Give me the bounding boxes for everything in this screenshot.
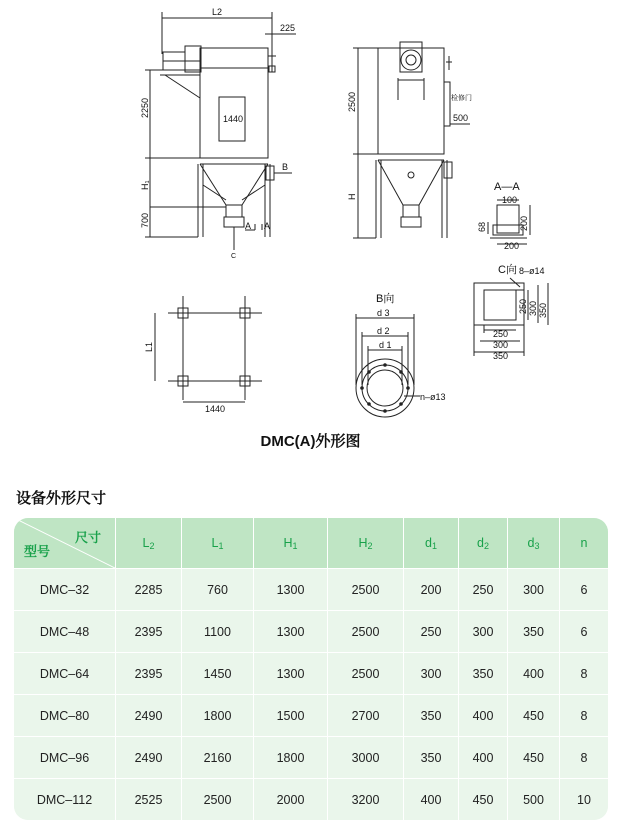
table-cell: 2395 [115,610,181,652]
col-header: $L_2$ [115,518,181,568]
table-cell: 300 [458,610,507,652]
b-d3: d 3 [377,308,390,318]
dimensions-table [14,518,608,820]
c-250h: 250 [493,329,509,339]
table-cell: 1100 [181,610,253,652]
corner-top-label: 尺寸 [74,530,101,545]
table-cell: 400 [507,652,559,694]
c-350h: 350 [493,351,509,361]
col-header: $d_2$ [458,518,507,568]
table-cell: 1800 [253,736,327,778]
c-300v: 300 [528,300,538,316]
table-cell: 500 [507,778,559,820]
c-250v: 250 [518,298,528,314]
model-cell: DMC–80 [14,694,115,736]
label-1440-door: 1440 [223,114,244,124]
table-row [14,778,608,820]
table-cell: 1300 [253,652,327,694]
aa-200b: 200 [504,241,520,251]
table-cell: 350 [403,736,458,778]
col-header: $L_1$ [181,518,253,568]
table-cell: 2700 [327,694,403,736]
label-a-right: A [264,221,271,231]
col-header: $H_2$ [327,518,403,568]
table-cell: 1500 [253,694,327,736]
table-cell: 2500 [181,778,253,820]
table-cell: 6 [559,610,608,652]
model-cell: DMC–32 [14,568,115,610]
table-cell: 250 [403,610,458,652]
table-cell: 350 [458,652,507,694]
label-a-left: A [245,221,252,231]
model-cell: DMC–96 [14,736,115,778]
table-cell: 300 [507,568,559,610]
plan-view [155,296,262,402]
table-row [14,694,608,736]
table-cell: 450 [507,694,559,736]
label-225: 225 [280,23,296,33]
label-2250: 2250 [140,97,150,118]
table-cell: 450 [507,736,559,778]
table-cell: 8 [559,736,608,778]
table-cell: 2000 [253,778,327,820]
b-d1: d 1 [379,340,392,350]
c-300h: 300 [493,340,509,350]
c-title: C向 [498,264,517,276]
table-cell: 2160 [181,736,253,778]
table-cell: 2500 [327,568,403,610]
label-700: 700 [140,212,150,228]
col-header: n [559,518,608,568]
b-d2: d 2 [377,326,390,336]
table-cell: 2285 [115,568,181,610]
table-cell: 250 [458,568,507,610]
table-cell: 1800 [181,694,253,736]
table-row [14,652,608,694]
plan-1440: 1440 [205,404,226,414]
label-2500: 2500 [347,91,357,112]
aa-68: 68 [477,221,487,232]
model-cell: DMC–64 [14,652,115,694]
table-row [14,736,608,778]
table-cell: 3200 [327,778,403,820]
corner-header [14,518,115,568]
corner-bottom-label: 型号 [24,544,51,559]
c-holes: 8–ø14 [519,266,545,276]
table-cell: 1300 [253,568,327,610]
table-cell: 3000 [327,736,403,778]
table-cell: 400 [458,736,507,778]
table-cell: 350 [403,694,458,736]
aa-200a: 200 [519,215,529,231]
side-view [353,42,470,238]
figure-title: DMC(A)外形图 [260,433,361,450]
col-header: $d_3$ [507,518,559,568]
plan-l1: L1 [144,341,154,352]
label-b-inlet: B [282,162,289,172]
table-row [14,568,608,610]
label-door: 检修门 [451,95,472,102]
col-header: $d_1$ [403,518,458,568]
label-500: 500 [453,113,469,123]
label-l2: L2 [212,7,223,17]
table-cell: 350 [507,610,559,652]
aa-100: 100 [502,195,518,205]
front-view [145,12,296,250]
table-cell: 2525 [115,778,181,820]
table-cell: 2490 [115,736,181,778]
table-cell: 760 [181,568,253,610]
table-header-row [14,518,608,568]
table-cell: 8 [559,694,608,736]
view-c [474,278,548,356]
col-header: $H_1$ [253,518,327,568]
table-cell: 300 [403,652,458,694]
table-cell: 1300 [253,610,327,652]
table-cell: 2500 [327,610,403,652]
model-cell: DMC–48 [14,610,115,652]
table-cell: 450 [458,778,507,820]
table-cell: 400 [403,778,458,820]
label-c: C [231,253,237,260]
table-cell: 2500 [327,652,403,694]
c-350v: 350 [538,302,548,318]
b-holes: n–ø13 [420,392,446,402]
table-cell: 8 [559,652,608,694]
table-cell: 1450 [181,652,253,694]
table-cell: 6 [559,568,608,610]
table-cell: 400 [458,694,507,736]
table-cell: 2395 [115,652,181,694]
b-title: B向 [376,293,395,305]
label-h: H [347,193,357,200]
label-h1: H₁ [140,180,150,190]
section-title: 设备外形尺寸 [16,490,107,507]
table-cell: 2490 [115,694,181,736]
model-cell: DMC–112 [14,778,115,820]
table-row [14,610,608,652]
table-cell: 10 [559,778,608,820]
table-cell: 200 [403,568,458,610]
aa-title: A—A [494,181,520,193]
